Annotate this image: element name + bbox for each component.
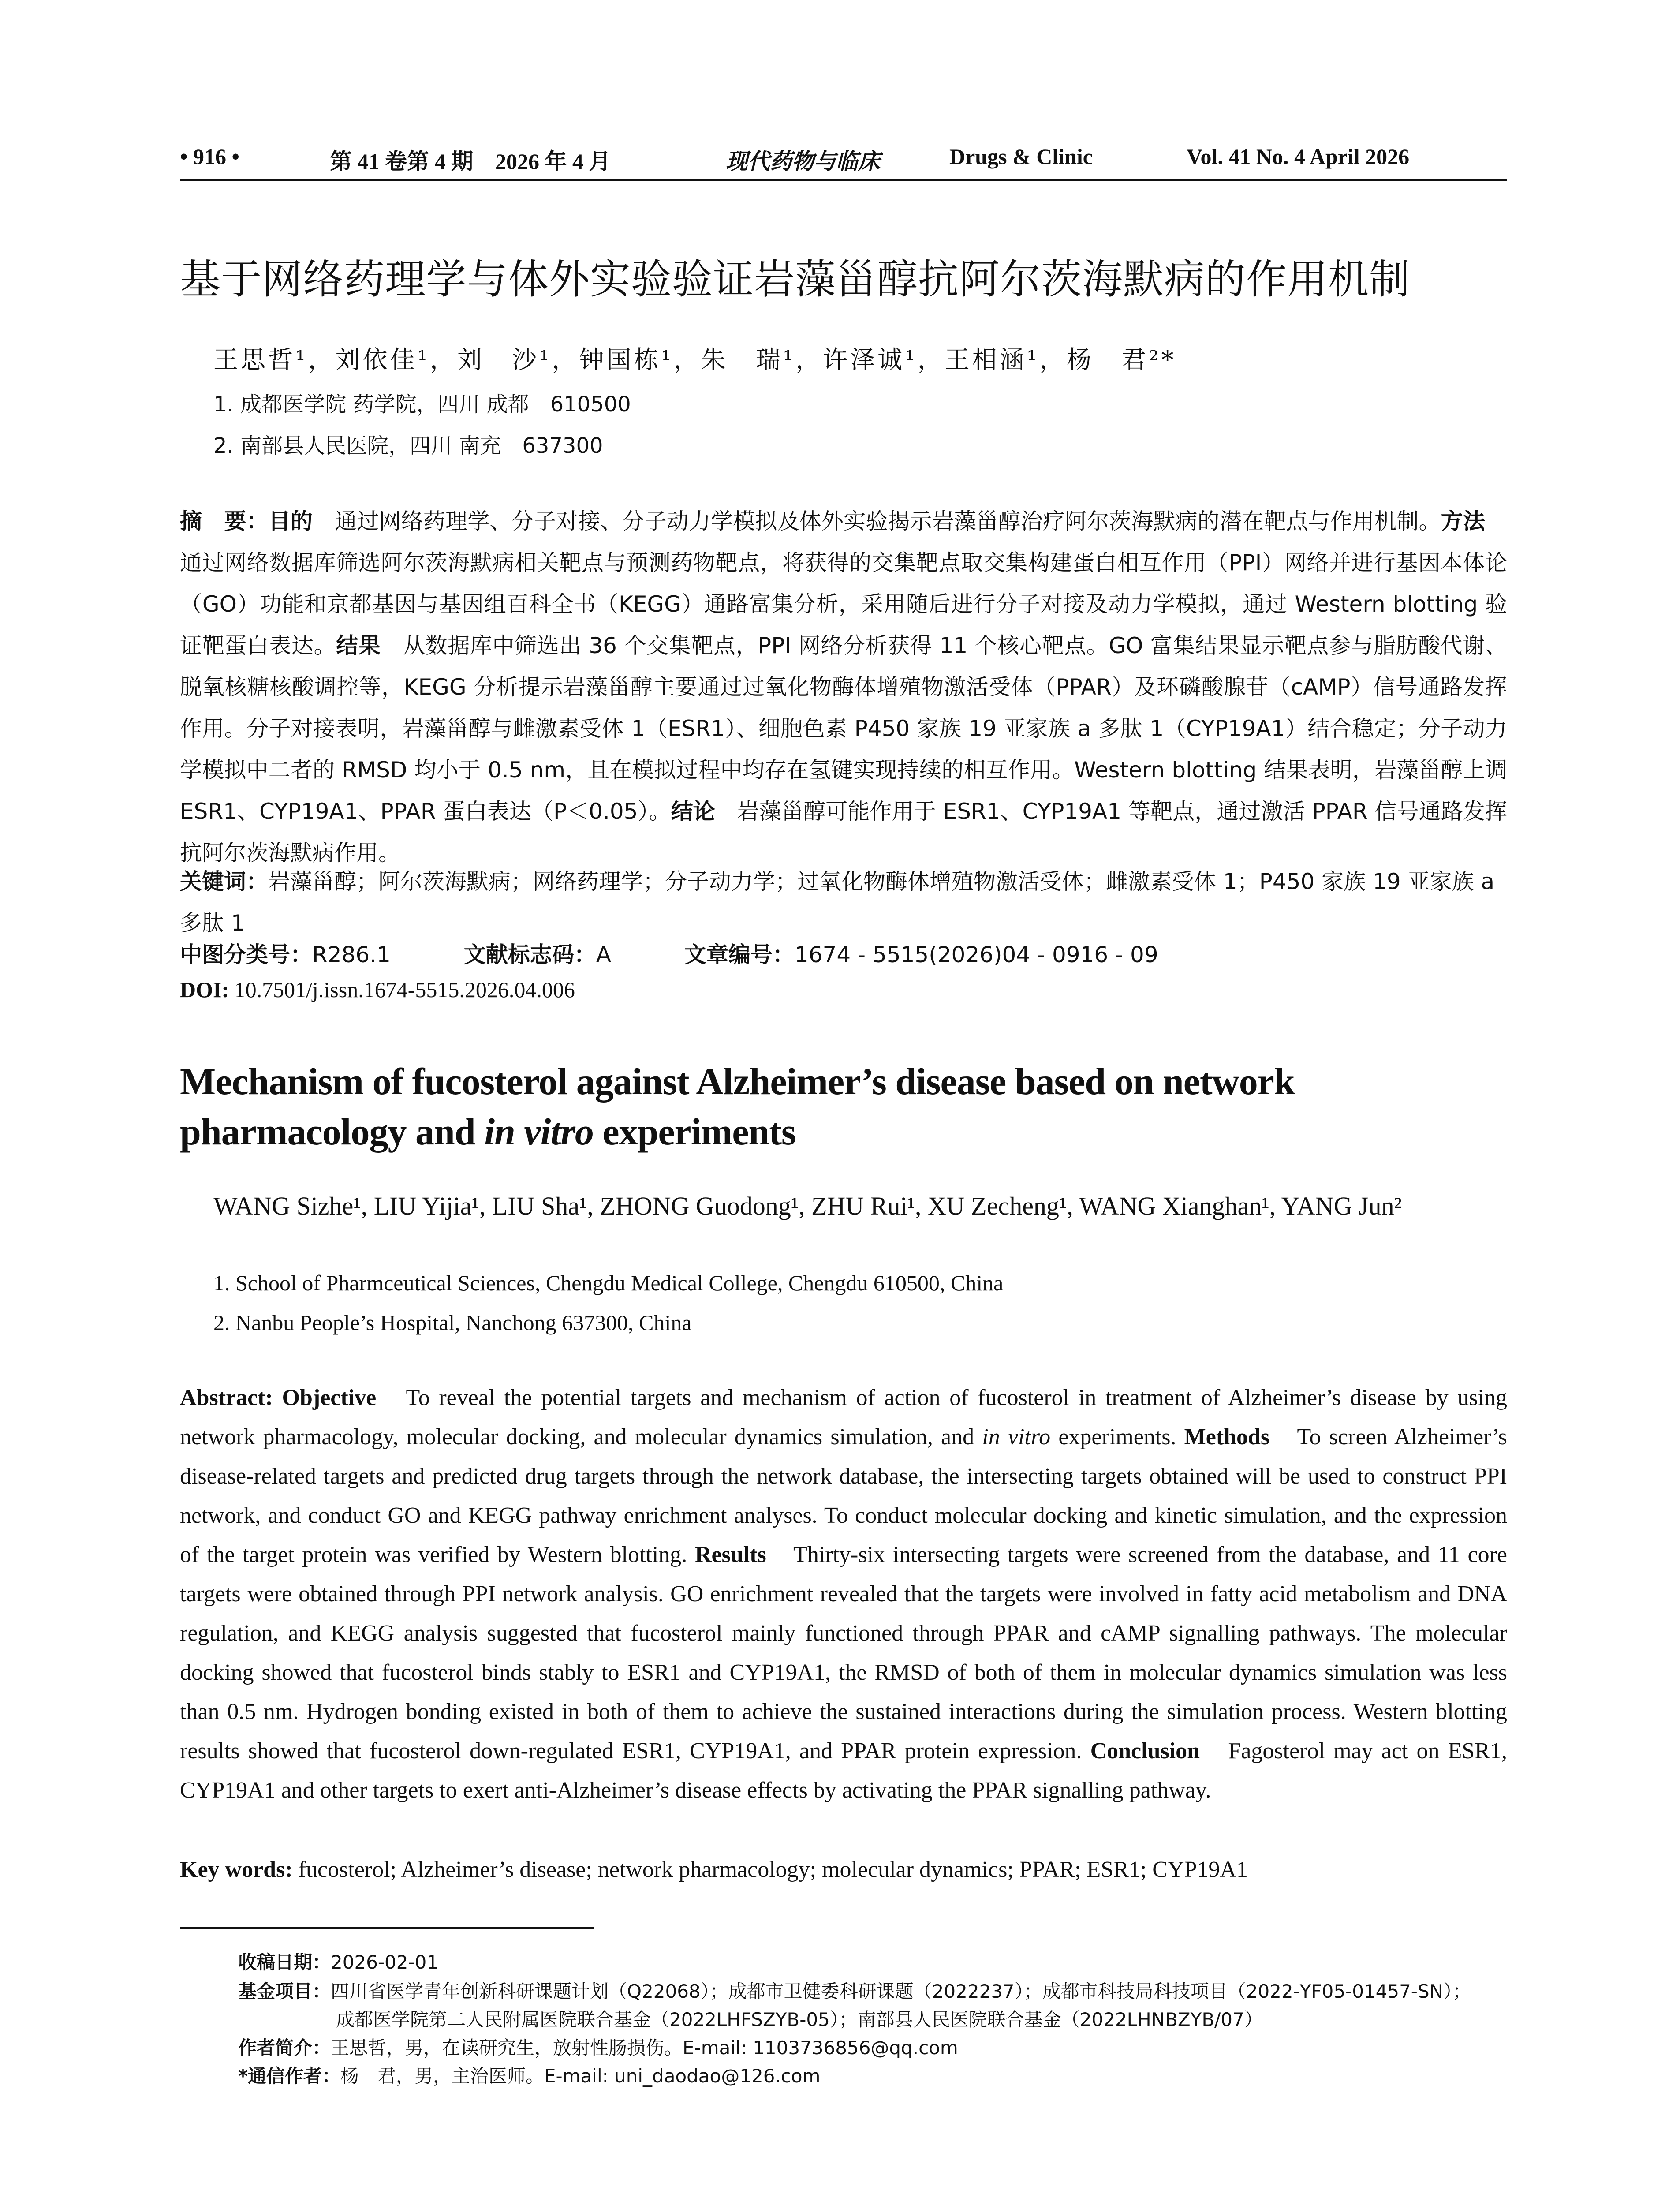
page-number: • 916 •	[180, 144, 240, 169]
results-text-en: Thirty-six intersecting targets were screened from the database, and 11 core targets were obtained through PPI network analysis. GO enrichment revealed that the targets were involved in fatty acid metabolism and DNA regulation, and KEGG analysis suggested that fucosterol mainly functioned through PPAR and cAMP signalling pathways. The molecular docking showed that fucosterol binds stably to ESR1 and CYP19A1, the RMSD of both of them in molecular dynamics simulation was less than 0.5 nm. Hydrogen bonding existed in both of them to achieve the sustained interactions during the simulation process. Western blotting results showed that fucosterol down-regulated ESR1, CYP19A1, and PPAR protein expression.	[180, 1542, 1507, 1764]
objective-text-en-a: To reveal the potential targets and mechanism of action of fucosterol in treatment of Alzheimer’s disease by using network pharmacology, molecular docking, and molecular dynamics simulation, and	[180, 1385, 1507, 1450]
affiliation-cn-2: 2. 南部县人民医院，四川 南充 637300	[213, 434, 603, 458]
conclusion-label-en: Conclusion	[1090, 1738, 1200, 1764]
methods-label-cn: 方法	[1441, 508, 1486, 534]
abstract-cn	[180, 501, 1507, 874]
corresponding-label: *通信作者：	[238, 2065, 340, 2087]
objective-text-en-b: experiments.	[1050, 1424, 1184, 1450]
author-list-en: WANG Sizhe¹, LIU Yijia¹, LIU Sha¹, ZHONG Guodong¹, ZHU Rui¹, XU Zecheng¹, WANG Xianghan¹, YANG Jun²	[213, 1192, 1402, 1220]
doc-code-field	[464, 942, 611, 968]
journal-name-en: Drugs & Clinic	[949, 144, 1093, 169]
volume-issue-en: Vol. 41 No. 4 April 2026	[1187, 144, 1410, 169]
footnote-corresponding	[238, 2062, 1508, 2090]
footnote-funding	[238, 1977, 1508, 2034]
objective-text-en-italic: in vitro	[982, 1424, 1051, 1450]
keywords-text-cn: 岩藻甾醇；阿尔茨海默病；网络药理学；分子动力学；过氧化物酶体增殖物激活受体；雌激素受体 1；P450 家族 19 亚家族 a 多肽 1	[180, 869, 1495, 936]
volume-issue-cn: 第 41 卷第 4 期 2026 年 4 月	[330, 149, 611, 174]
methods-label-en: Methods	[1184, 1424, 1270, 1450]
abstract-cn-label: 摘 要：	[180, 508, 269, 534]
affiliation-cn-1: 1. 成都医学院 药学院，四川 成都 610500	[213, 392, 631, 417]
doc-code-label: 文献标志码：	[463, 942, 596, 968]
keywords-text-en: fucosterol; Alzheimer’s disease; network pharmacology; molecular dynamics; PPAR; ESR1; CYP19A1	[292, 1857, 1248, 1882]
results-label-cn: 结果	[336, 633, 381, 658]
results-label-en: Results	[694, 1542, 766, 1567]
objective-label-cn: 目的	[268, 508, 313, 534]
title-en-part2: experiments	[593, 1110, 796, 1153]
classification-line	[180, 937, 1225, 969]
funding-line-2: 成都医学院第二人民附属医院联合基金（2022LHFSZYB-05）；南部县人民医院联合基金（2022LHNBZYB/07）	[336, 2009, 1263, 2030]
footnote-author-bio	[238, 2034, 1508, 2062]
methods-text-cn: 通过网络数据库筛选阿尔茨海默病相关靶点与预测药物靶点，将获得的交集靶点取交集构建蛋白相互作用（PPI）网络并进行基因本体论（GO）功能和京都基因与基因组百科全书（KEGG）通路富集分析，采用随后进行分子对接及动力学模拟，通过 Western blotting 验证靶蛋白表达。	[180, 508, 1508, 658]
article-number-label: 文章编号：	[684, 942, 795, 968]
funding-label: 基金项目：	[238, 1981, 331, 2002]
received-date: 2026-02-01	[331, 1951, 439, 1973]
objective-text-cn: 通过网络药理学、分子对接、分子动力学模拟及体外实验揭示岩藻甾醇治疗阿尔茨海默病的潜在靶点与作用机制。	[313, 508, 1441, 534]
objective-label-en: Objective	[273, 1385, 377, 1410]
affiliation-en-2: 2. Nanbu People’s Hospital, Nanchong 637300, China	[213, 1310, 692, 1335]
methods-text-en: To screen Alzheimer’s disease-related targets and predicted drug targets through the network database, the intersecting targets obtained will be used to construct PPI network, and conduct GO and KEGG pathway enrichment analyses. To conduct molecular docking and kinetic simulation, and the expression of the target protein was verified by Western blotting.	[180, 1424, 1507, 1567]
abstract-en-label: Abstract:	[180, 1385, 273, 1410]
doi-line	[180, 977, 575, 1002]
doc-code-value: A	[596, 942, 612, 968]
conclusion-text-cn: 岩藻甾醇可能作用于 ESR1、CYP19A1 等靶点，通过激活 PPAR 信号通路发挥抗阿尔茨海默病作用。	[180, 799, 1508, 866]
abstract-en	[180, 1378, 1507, 1810]
article-number-value: 1674 - 5515(2026)04 - 0916 - 09	[794, 942, 1158, 968]
footnote-divider	[180, 1927, 594, 1929]
clc-field	[180, 942, 391, 968]
article-title-cn: 基于网络药理学与体外实验验证岩藻甾醇抗阿尔茨海默病的作用机制	[180, 256, 1411, 303]
affiliation-en-1: 1. School of Pharmceutical Sciences, Chengdu Medical College, Chengdu 610500, China	[213, 1271, 1004, 1295]
author-bio-text: 王思哲，男，在读研究生，放射性肠损伤。E-mail: 1103736856@qq.com	[331, 2037, 958, 2059]
clc-label: 中图分类号：	[180, 942, 312, 968]
clc-value: R286.1	[312, 942, 391, 968]
funding-line-1: 四川省医学青年创新科研课题计划（Q22068）；成都市卫健委科研课题（2022237）；成都市科技局科技项目（2022-YF05-01457-SN）；	[331, 1981, 1471, 2002]
keywords-label-en: Key words:	[180, 1857, 293, 1882]
running-header	[180, 140, 1507, 181]
conclusion-label-cn: 结论	[671, 799, 715, 824]
article-title-en	[180, 1056, 1507, 1157]
doi-label: DOI:	[180, 977, 229, 1002]
results-text-cn: 从数据库中筛选出 36 个交集靶点，PPI 网络分析获得 11 个核心靶点。GO 富集结果显示靶点参与脂肪酸代谢、脱氧核糖核酸调控等，KEGG 分析提示岩藻甾醇主要通过过氧化物酶体增殖物激活受体（PPAR）及环磷酸腺苷（cAMP）信号通路发挥作用。分子对接表明，岩藻甾醇与雌激素受体 1（ESR1）、细胞色素 P450 家族 19 亚家族 a 多肽 1（CYP19A1）结合稳定；分子动力学模拟中二者的 RMSD 均小于 0.5 nm，且在模拟过程中均存在氢键实现持续的相互作用。Western blotting 结果表明，岩藻甾醇上调 ESR1、CYP19A1、PPAR 蛋白表达（P＜0.05）。	[180, 633, 1508, 824]
footnote-received	[238, 1948, 1508, 1977]
journal-name-cn: 现代药物与临床	[726, 149, 880, 174]
article-number-field	[684, 942, 1158, 968]
title-en-italic: in vitro	[484, 1110, 594, 1153]
doi-value[interactable]: 10.7501/j.issn.1674-5515.2026.04.006	[229, 977, 575, 1002]
title-en-part1: Mechanism of fucosterol against Alzheimer’s disease based on network pharmacology and	[180, 1060, 1295, 1153]
conclusion-text-en: Fagosterol may act on ESR1, CYP19A1 and other targets to exert anti-Alzheimer’s disease effects by activating the PPAR signalling pathway.	[180, 1738, 1507, 1803]
author-list-cn: 王思哲¹，刘依佳¹，刘 沙¹，钟国栋¹，朱 瑞¹，许泽诚¹，王相涵¹，杨 君²*	[213, 346, 1176, 374]
keywords-en	[180, 1857, 1507, 1883]
corresponding-text: 杨 君，男，主治医师。E-mail: uni_daodao@126.com	[340, 2065, 821, 2087]
keywords-cn	[180, 861, 1507, 944]
keywords-label-cn: 关键词：	[180, 869, 268, 894]
author-bio-label: 作者简介：	[238, 2037, 331, 2059]
received-label: 收稿日期：	[238, 1951, 331, 1973]
